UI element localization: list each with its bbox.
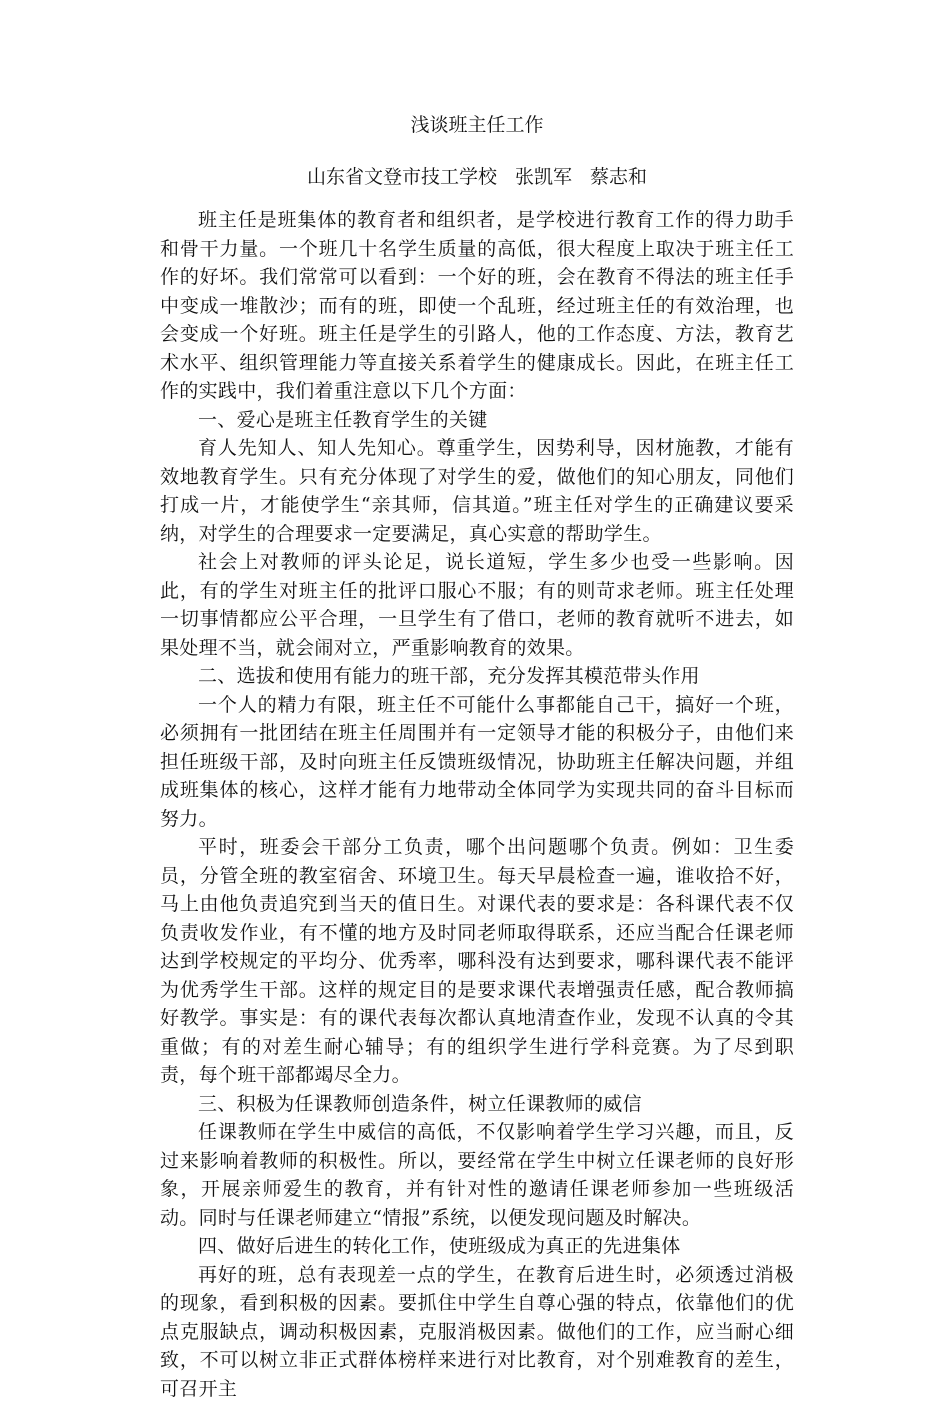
author-line bbox=[160, 164, 794, 190]
body-paragraph: 再好的班，总有表现差一点的学生，在教育后进生时，必须透过消极的现象，看到积极的因素。要抓住中学生自尊心强的特点，依靠他们的优点克服缺点，调动积极因素，克服消极因素。做他们的工作，应当耐心细致，不可以树立非正式群体榜样来进行对比教育，对个别难教育的差生，可召开主 bbox=[160, 1261, 794, 1403]
body-paragraph: 一个人的精力有限，班主任不可能什么事都能自己干，搞好一个班，必须拥有一批团结在班主任周围并有一定领导才能的积极分子，由他们来担任班级干部，及时向班主任反馈班级情况，协助班主任解决问题，并组成班集体的核心，这样才能有力地带动全体同学为实现共同的奋斗目标而努力。 bbox=[160, 691, 794, 834]
author-name: 蔡志和 bbox=[590, 166, 647, 188]
document-title: 浅谈班主任工作 bbox=[160, 112, 794, 138]
body-paragraph: 社会上对教师的评头论足，说长道短，学生多少也受一些影响。因此，有的学生对班主任的批评口服心不服；有的则苛求老师。班主任处理一切事情都应公平合理，一旦学生有了借口，老师的教育就听不进去，如果处理不当，就会闹对立，严重影响教育的效果。 bbox=[160, 548, 794, 662]
section-heading: 一、爱心是班主任教育学生的关键 bbox=[160, 406, 794, 435]
school-name: 山东省文登市技工学校 bbox=[307, 166, 497, 188]
body-paragraph: 任课教师在学生中威信的高低，不仅影响着学生学习兴趣，而且，反过来影响着教师的积极性。所以，要经常在学生中树立任课老师的良好形象，开展亲师爱生的教育，并有针对性的邀请任课老师参加一些班级活动。同时与任课老师建立“情报”系统，以便发现问题及时解决。 bbox=[160, 1118, 794, 1232]
section-heading: 三、积极为任课教师创造条件，树立任课教师的威信 bbox=[160, 1090, 794, 1119]
document-page bbox=[160, 112, 794, 1403]
body-paragraph: 育人先知人、知人先知心。尊重学生，因势利导，因材施教，才能有效地教育学生。只有充分体现了对学生的爱，做他们的知心朋友，同他们打成一片，才能使学生“亲其师，信其道。”班主任对学生的正确建议要采纳，对学生的合理要求一定要满足，真心实意的帮助学生。 bbox=[160, 434, 794, 548]
body-paragraph: 平时，班委会干部分工负责，哪个出问题哪个负责。例如：卫生委员，分管全班的教室宿舍、环境卫生。每天早晨检查一遍，谁收拾不好，马上由他负责追究到当天的值日生。对课代表的要求是：各科课代表不仅负责收发作业，有不懂的地方及时同老师取得联系，还应当配合任课老师达到学校规定的平均分、优秀率，哪科没有达到要求，哪科课代表不能评为优秀学生干部。这样的规定目的是要求课代表增强责任感，配合教师搞好教学。事实是：有的课代表每次都认真地清查作业，发现不认真的令其重做；有的对差生耐心辅导；有的组织学生进行学科竞赛。为了尽到职责，每个班干部都竭尽全力。 bbox=[160, 833, 794, 1090]
body-paragraph: 班主任是班集体的教育者和组织者，是学校进行教育工作的得力助手和骨干力量。一个班几十名学生质量的高低，很大程度上取决于班主任工作的好坏。我们常常可以看到：一个好的班，会在教育不得法的班主任手中变成一堆散沙；而有的班，即使一个乱班，经过班主任的有效治理，也会变成一个好班。班主任是学生的引路人，他的工作态度、方法，教育艺术水平、组织管理能力等直接关系着学生的健康成长。因此，在班主任工作的实践中，我们着重注意以下几个方面： bbox=[160, 206, 794, 406]
author-name: 张凯军 bbox=[515, 166, 572, 188]
section-heading: 四、做好后进生的转化工作，使班级成为真正的先进集体 bbox=[160, 1232, 794, 1261]
section-heading: 二、选拔和使用有能力的班干部，充分发挥其模范带头作用 bbox=[160, 662, 794, 691]
